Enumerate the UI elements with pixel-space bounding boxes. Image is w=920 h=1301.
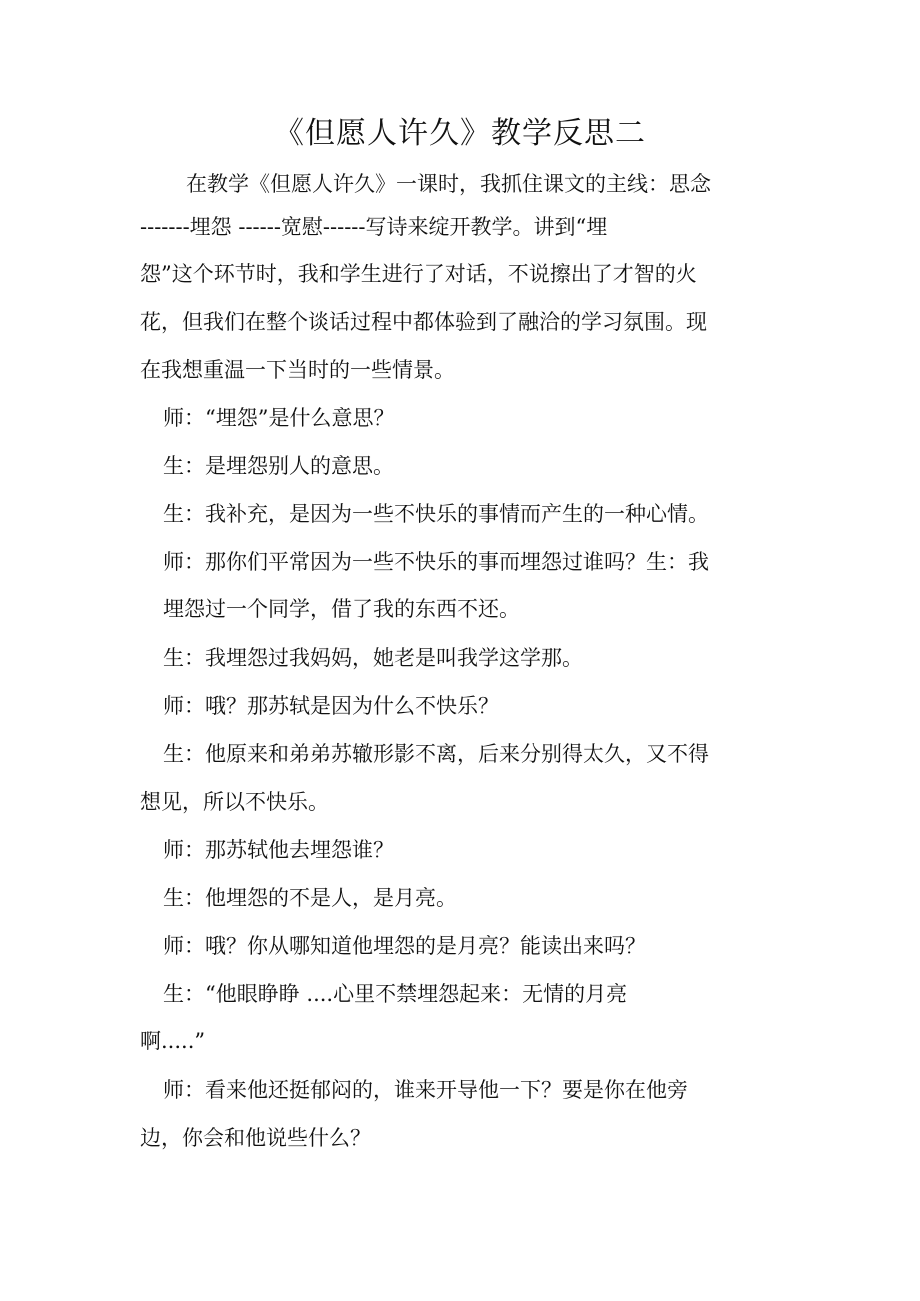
dialogue-line: 埋怨过一个同学，借了我的东西不还。 <box>163 597 520 621</box>
document-title: 《但愿人许久》教学反思二 <box>274 116 646 151</box>
dialogue-line: 想见，所以不快乐。 <box>140 790 329 814</box>
paragraph-line: 在教学《但愿人许久》一课时，我抓住课文的主线：思念 <box>186 172 711 196</box>
dialogue-line: 师：看来他还挺郁闷的，谁来开导他一下？要是你在他旁 <box>163 1078 688 1102</box>
dialogue-line: 边，你会和他说些什么？ <box>140 1126 371 1150</box>
dialogue-line: 生：他埋怨的不是人，是月亮。 <box>163 886 457 910</box>
dialogue-line: 啊.....” <box>140 1029 206 1053</box>
dialogue-line: 生：我埋怨过我妈妈，她老是叫我学这学那。 <box>163 646 583 670</box>
paragraph-line: 在我想重温一下当时的一些情景。 <box>140 358 455 382</box>
dialogue-line: 师：“埋怨”是什么意思？ <box>163 406 395 430</box>
dialogue-line: 师：那你们平常因为一些不快乐的事而埋怨过谁吗？生：我 <box>163 550 709 574</box>
dialogue-line: 生：“他眼睁睁 ....心里不禁埋怨起来：无情的月亮 <box>163 982 628 1006</box>
paragraph-line: 花，但我们在整个谈话过程中都体验到了融洽的学习氛围。现 <box>140 310 707 334</box>
dialogue-line: 师：哦？那苏轼是因为什么不快乐？ <box>163 694 499 718</box>
paragraph-line: -------埋怨 ------宽慰------写诗来绽开教学。讲到“埋 <box>140 215 608 239</box>
dialogue-line: 生：我补充，是因为一些不快乐的事情而产生的一种心情。 <box>163 502 709 526</box>
dialogue-line: 师：哦？你从哪知道他埋怨的是月亮？能读出来吗？ <box>163 934 646 958</box>
dialogue-line: 生：他原来和弟弟苏辙形影不离，后来分别得太久，又不得 <box>163 742 709 766</box>
dialogue-line: 师：那苏轼他去埋怨谁？ <box>163 838 394 862</box>
dialogue-line: 生：是埋怨别人的意思。 <box>163 454 394 478</box>
paragraph-line: 怨”这个环节时，我和学生进行了对话，不说擦出了才智的火 <box>140 262 697 286</box>
